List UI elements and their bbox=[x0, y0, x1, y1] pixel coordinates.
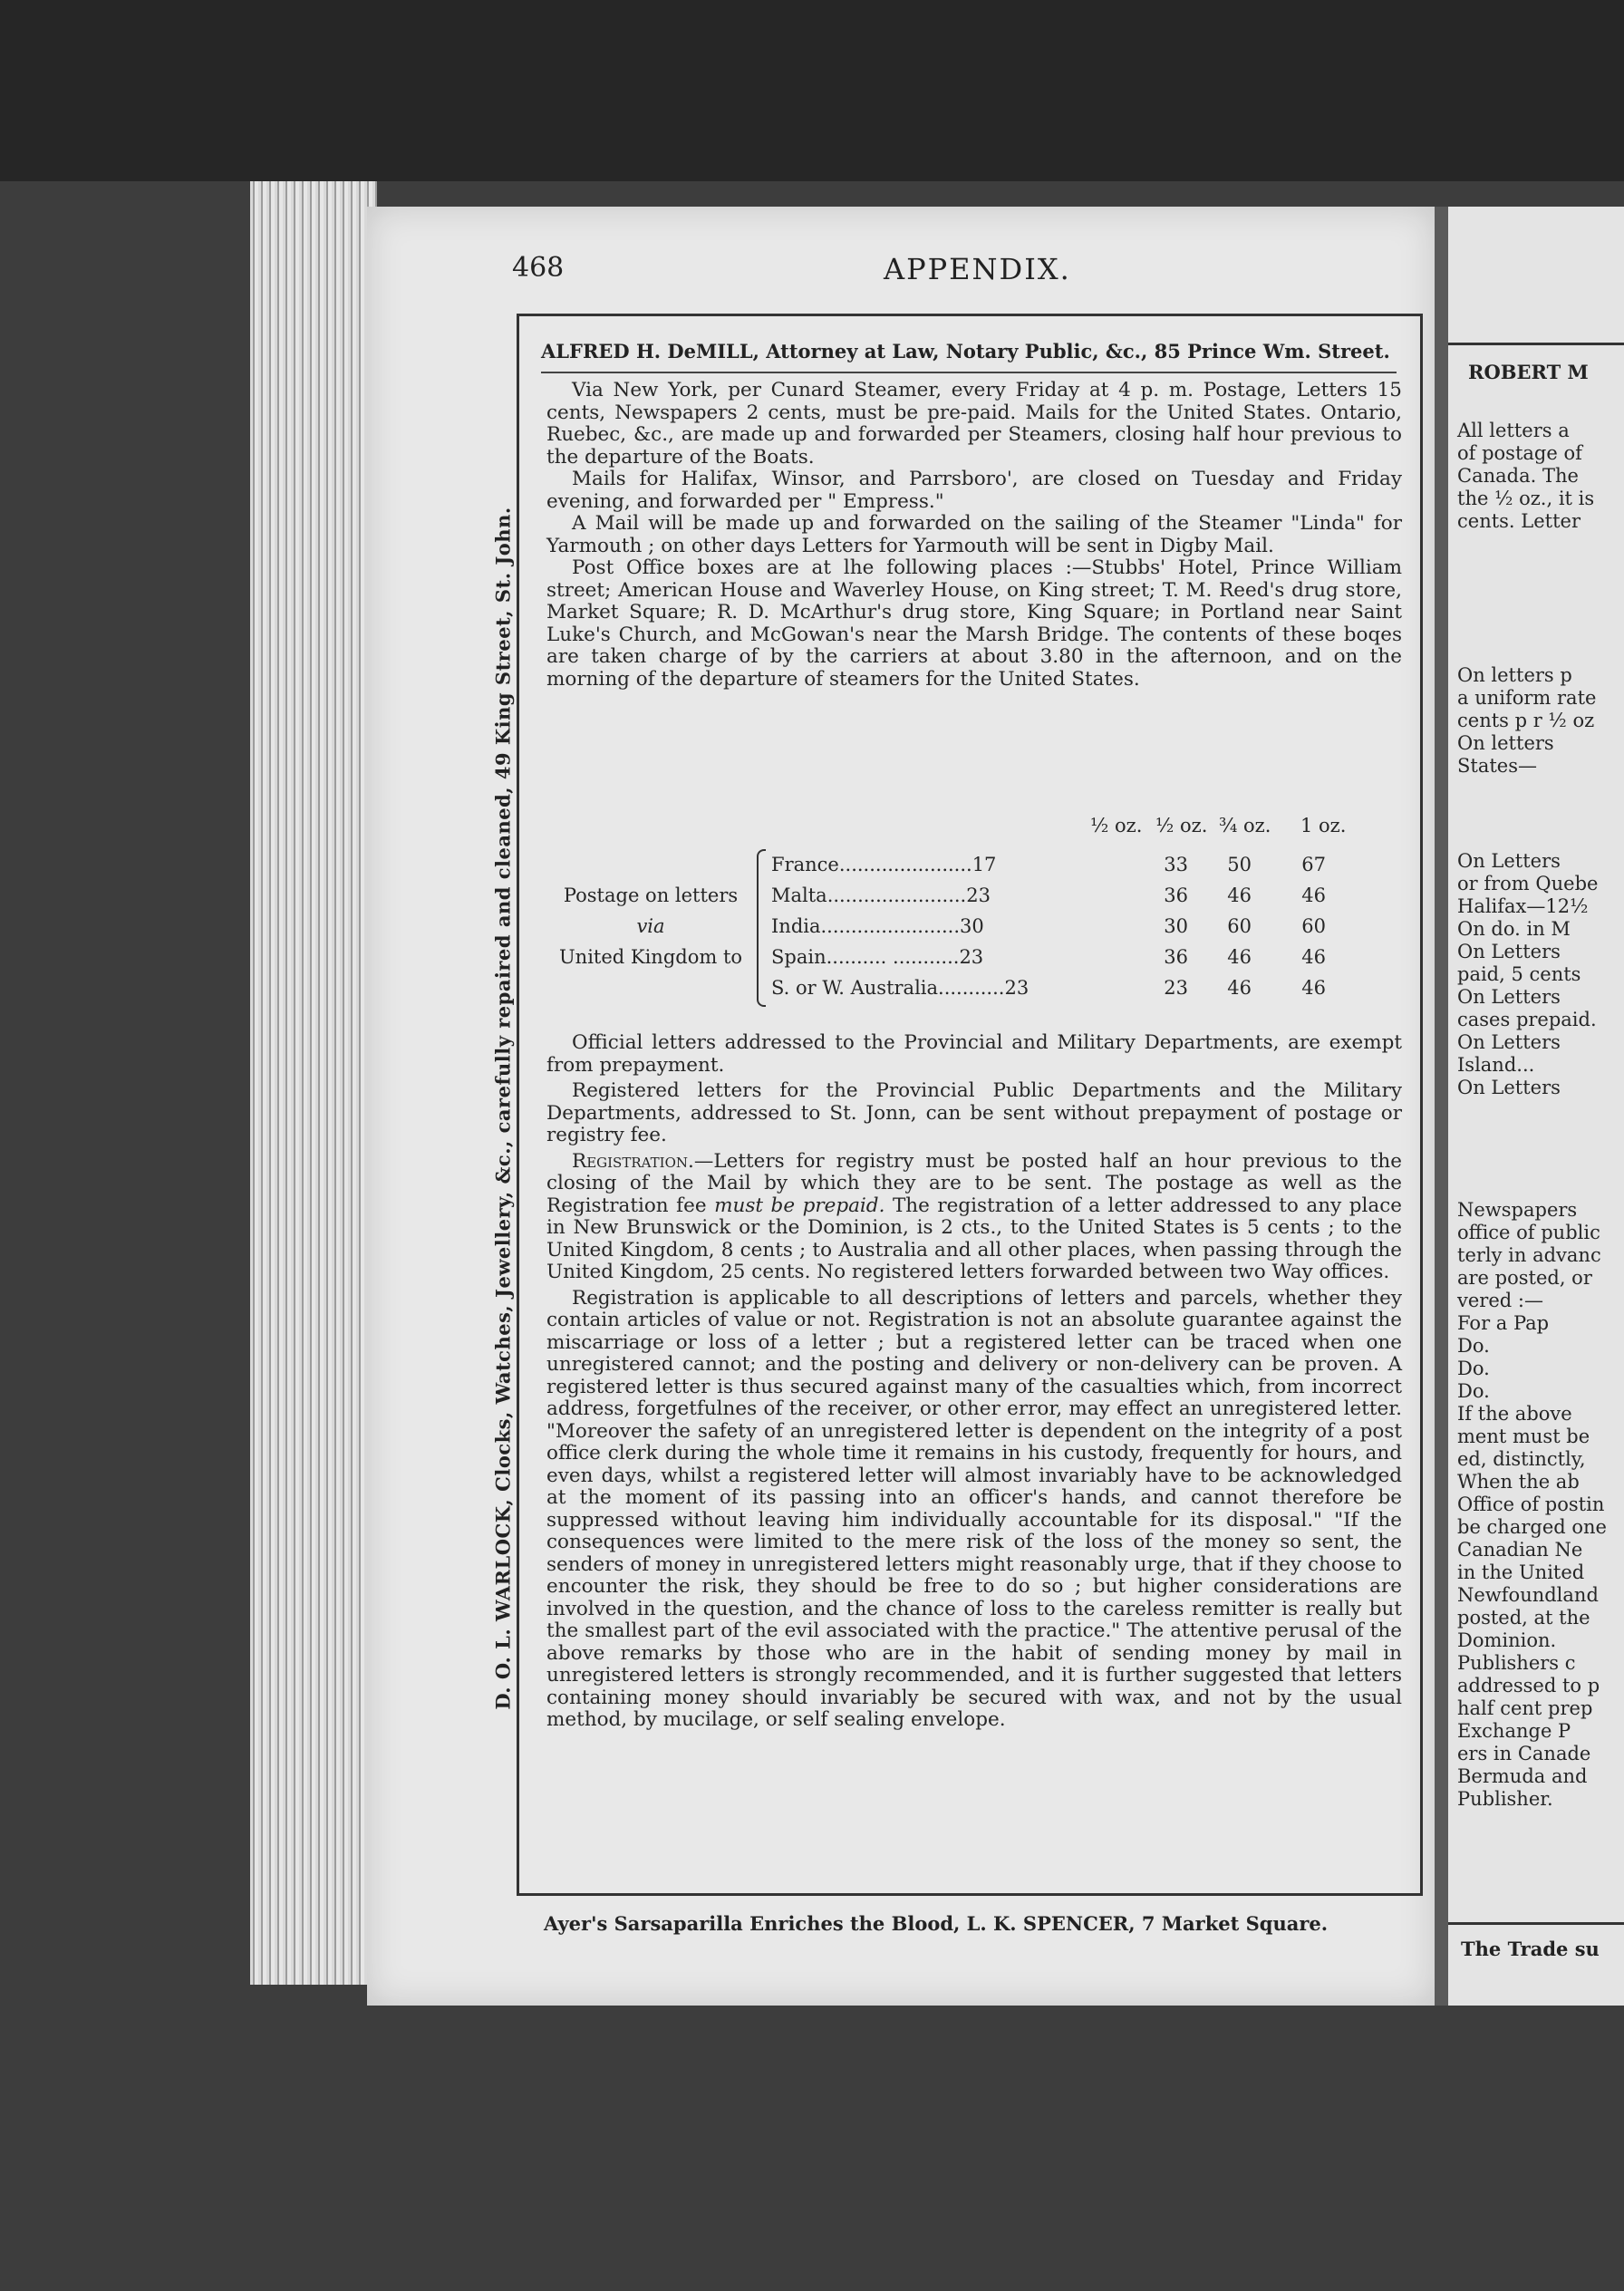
right-page-line: Newspapers bbox=[1457, 1199, 1578, 1221]
registration-text: —Letters for registry must be posted half an hour previous to the closing of the Mail by which they are to be sent. The postage as well as the Registration fee bbox=[546, 1149, 1402, 1217]
column-header: 1 oz. bbox=[1300, 815, 1347, 836]
registration-block bbox=[546, 1032, 1402, 1732]
rate-value: 67 bbox=[1301, 854, 1326, 875]
registration-heading: Registration. bbox=[572, 1149, 694, 1173]
right-page-line: On do. in M bbox=[1457, 918, 1571, 940]
right-page-line: Canadian Ne bbox=[1457, 1539, 1583, 1561]
paragraph: Mails for Halifax, Winsor, and Parrsboro', are closed on Tuesday and Friday evening, and forwarded per " Empress." bbox=[546, 468, 1402, 513]
side-ad-text: D. O. L. WARLOCK, Clocks, Watches, Jewellery, &c., carefully repaired and cleaned, 49 King Street, St. John. bbox=[491, 507, 515, 1710]
right-page-line: be charged one bbox=[1457, 1516, 1607, 1538]
rate-value: 30 bbox=[1164, 915, 1188, 937]
country-rate: France......................17 bbox=[771, 854, 997, 875]
country-rate: India.......................30 bbox=[771, 915, 984, 937]
right-page-line: If the above bbox=[1457, 1403, 1572, 1425]
rate-value: 46 bbox=[1227, 884, 1252, 906]
right-page-line: Dominion. bbox=[1457, 1629, 1557, 1651]
right-page-line: Do. bbox=[1457, 1358, 1490, 1379]
right-page-line: Canada. The bbox=[1457, 465, 1579, 487]
column-header: ¾ oz. bbox=[1219, 815, 1271, 836]
paragraph: Post Office boxes are at lhe following places :—Stubbs' Hotel, Prince William street; American House and Waverley House, on King street; T. M. Reed's drug store, Market Square; R. D. McArthur's drug store, King Square; in Portland near Saint Luke's Church, and McGowan's near the Marsh Bridge. The contents of these boqes are taken charge of by the carriers at about 3.80 in the afternoon, and on the morning of the departure of steamers for the United States. bbox=[546, 556, 1402, 691]
right-page-line: Publisher. bbox=[1457, 1788, 1553, 1810]
paragraph: Registration is applicable to all descriptions of letters and parcels, whether they contain articles of value or not. Registration is not an absolute guarantee against the miscarriage or loss of a letter ; but a registered letter can be traced when one unregistered cannot; and the posting and delivery or non-delivery can be proven. A registered letter is thus secured against many of the casualties which, from incorrect address, forgetfulnes of the receiver, or other error, may effect an unregistered letter. "Moreover the safety of an unregistered letter is dependent on the integrity of a post office clerk during the whole time it remains in his custody, frequently for hours, and even days, whilst a registered letter will almost invariably have to be acknowledged at the moment of its passing into an officer's hands, and cannot therefore be suppressed without leaving him individually accountable for its disposal." "If the consequences were limited to the mere risk of the loss of the money so sent, the senders of money in unregistered letters might reasonably urge, that if they choose to encounter the risk, they should be free to do so ; but higher considerations are involved in the question, and the chance of loss to the careless remitter is really but the smallest part of the evil associated with the practice." The attentive perusal of the above remarks by those who are in the habit of sending money by mail in unregistered letters is strongly recommended, and it is further suggested that letters containing money should invariably be secured with wax, and not by the usual method, by mucilage, or self sealing envelope. bbox=[546, 1286, 1402, 1731]
right-page-line: ment must be bbox=[1457, 1426, 1590, 1447]
row-label: United Kingdom to bbox=[558, 946, 743, 968]
rate-value: 60 bbox=[1227, 915, 1252, 937]
right-page-line: Office of postin bbox=[1457, 1494, 1605, 1515]
paragraph: Official letters addressed to the Provincial and Military Departments, are exempt from prepayment. bbox=[546, 1031, 1402, 1077]
column-header: ½ oz. bbox=[1155, 815, 1208, 836]
right-page-line: Bermuda and bbox=[1457, 1765, 1588, 1787]
right-page-line: Exchange P bbox=[1457, 1720, 1571, 1742]
rate-value: 33 bbox=[1164, 854, 1188, 875]
rate-value: 46 bbox=[1301, 946, 1326, 968]
right-page-line: For a Pap bbox=[1457, 1312, 1550, 1334]
right-page-line: of postage of bbox=[1457, 442, 1582, 464]
right-page-line: office of public bbox=[1457, 1222, 1600, 1243]
right-page-line: On letters bbox=[1457, 732, 1554, 754]
right-page-line: On Letters bbox=[1457, 1031, 1561, 1053]
registration-text-cont: The registration of a letter addressed to any place in New Brunswick or the Dominion, is 2 cts., to the United States is 5 cents ; to the United Kingdom, 8 cents ; to Australia and all other places, when passing through the United Kingdom, 25 cents. No registered letters forwarded between two Way offices. bbox=[546, 1194, 1402, 1283]
right-page-line: Publishers c bbox=[1457, 1652, 1576, 1674]
row-label: Postage on letters bbox=[563, 884, 739, 906]
left-page bbox=[367, 207, 1435, 2006]
right-page-line: On Letters bbox=[1457, 1077, 1561, 1098]
right-page-fragment bbox=[1448, 207, 1624, 2006]
right-page-line: addressed to p bbox=[1457, 1675, 1600, 1696]
right-page-line: or from Quebe bbox=[1457, 873, 1599, 894]
right-page-line: States— bbox=[1457, 755, 1537, 777]
rate-value: 46 bbox=[1301, 977, 1326, 999]
rate-value: 46 bbox=[1227, 946, 1252, 968]
side-advertisement bbox=[485, 361, 521, 1856]
registration-emphasis: must be prepaid. bbox=[714, 1194, 885, 1217]
right-page-line: ers in Canade bbox=[1457, 1743, 1591, 1764]
book-spine-edge bbox=[250, 181, 377, 1985]
right-page-line: On Letters bbox=[1457, 986, 1561, 1008]
rate-value: 60 bbox=[1301, 915, 1326, 937]
right-page-line: cases prepaid. bbox=[1457, 1009, 1597, 1030]
right-page-line: cents. Letter bbox=[1457, 510, 1580, 532]
page-gutter bbox=[1435, 207, 1448, 2006]
rate-value: 23 bbox=[1164, 977, 1188, 999]
right-page-line: On Letters bbox=[1457, 941, 1561, 962]
top-advertisement: ALFRED H. DeMILL, Attorney at Law, Notary Public, &c., 85 Prince Wm. Street. bbox=[541, 340, 1397, 373]
registration-paragraph bbox=[546, 1151, 1402, 1284]
scan-background-top bbox=[0, 0, 1624, 181]
country-rate: S. or W. Australia...........23 bbox=[771, 977, 1030, 999]
right-page-footer: The Trade su bbox=[1461, 1938, 1600, 1960]
right-page-line: are posted, or bbox=[1457, 1267, 1592, 1289]
row-label: via bbox=[636, 915, 665, 937]
right-page-line: half cent prep bbox=[1457, 1697, 1593, 1719]
right-page-header: ROBERT M bbox=[1468, 361, 1589, 383]
right-page-line: Do. bbox=[1457, 1380, 1490, 1402]
right-page-line: Halifax—12½ bbox=[1457, 895, 1589, 917]
paragraph: A Mail will be made up and forwarded on the sailing of the Steamer "Linda" for Yarmouth ; on other days Letters for Yarmouth will be sent in Digby Mail. bbox=[546, 512, 1402, 557]
right-page-line: All letters a bbox=[1457, 420, 1570, 441]
page-title: APPENDIX. bbox=[884, 252, 1071, 286]
right-page-line: a uniform rate bbox=[1457, 687, 1597, 709]
right-page-line: When the ab bbox=[1457, 1471, 1580, 1493]
country-rate: Malta.......................23 bbox=[771, 884, 991, 906]
right-page-line: paid, 5 cents bbox=[1457, 963, 1581, 985]
column-header: ½ oz. bbox=[1090, 815, 1143, 836]
paragraph: Via New York, per Cunard Steamer, every Friday at 4 p. m. Postage, Letters 15 cents, Newspapers 2 cents, must be pre-paid. Mails for the United States. Ontario, Ruebec, &c., are made up and forwarded per Steamers, closing half hour previous to the departure of the Boats. bbox=[546, 379, 1402, 469]
right-page-line: in the United bbox=[1457, 1561, 1585, 1583]
right-page-line: ed, distinctly, bbox=[1457, 1448, 1586, 1470]
rate-value: 50 bbox=[1227, 854, 1252, 875]
mail-info-block bbox=[546, 380, 1402, 691]
right-page-line: the ½ oz., it is bbox=[1457, 488, 1595, 509]
right-page-line: Do. bbox=[1457, 1335, 1490, 1357]
rate-value: 36 bbox=[1164, 884, 1188, 906]
right-page-line: On letters p bbox=[1457, 664, 1572, 686]
rate-value: 46 bbox=[1227, 977, 1252, 999]
right-page-line: Newfoundland bbox=[1457, 1584, 1599, 1606]
paragraph: Registered letters for the Provincial Public Departments and the Military Departments, addressed to St. Jonn, can be sent without prepayment of postage or registry fee. bbox=[546, 1079, 1402, 1146]
right-page-line: cents p r ½ oz bbox=[1457, 710, 1595, 731]
country-rate: Spain.......... ...........23 bbox=[771, 946, 984, 968]
right-page-line: terly in advanc bbox=[1457, 1244, 1601, 1266]
right-page-line: posted, at the bbox=[1457, 1607, 1590, 1629]
rate-value: 46 bbox=[1301, 884, 1326, 906]
right-page-line: vered :— bbox=[1457, 1290, 1543, 1311]
table-brace bbox=[757, 849, 766, 1007]
right-page-line: Island... bbox=[1457, 1054, 1535, 1076]
content-frame bbox=[517, 314, 1423, 1896]
page-number: 468 bbox=[512, 252, 565, 284]
bottom-advertisement: Ayer's Sarsaparilla Enriches the Blood, L. K. SPENCER, 7 Market Square. bbox=[544, 1912, 1329, 1935]
rate-value: 36 bbox=[1164, 946, 1188, 968]
right-page-line: On Letters bbox=[1457, 850, 1561, 872]
